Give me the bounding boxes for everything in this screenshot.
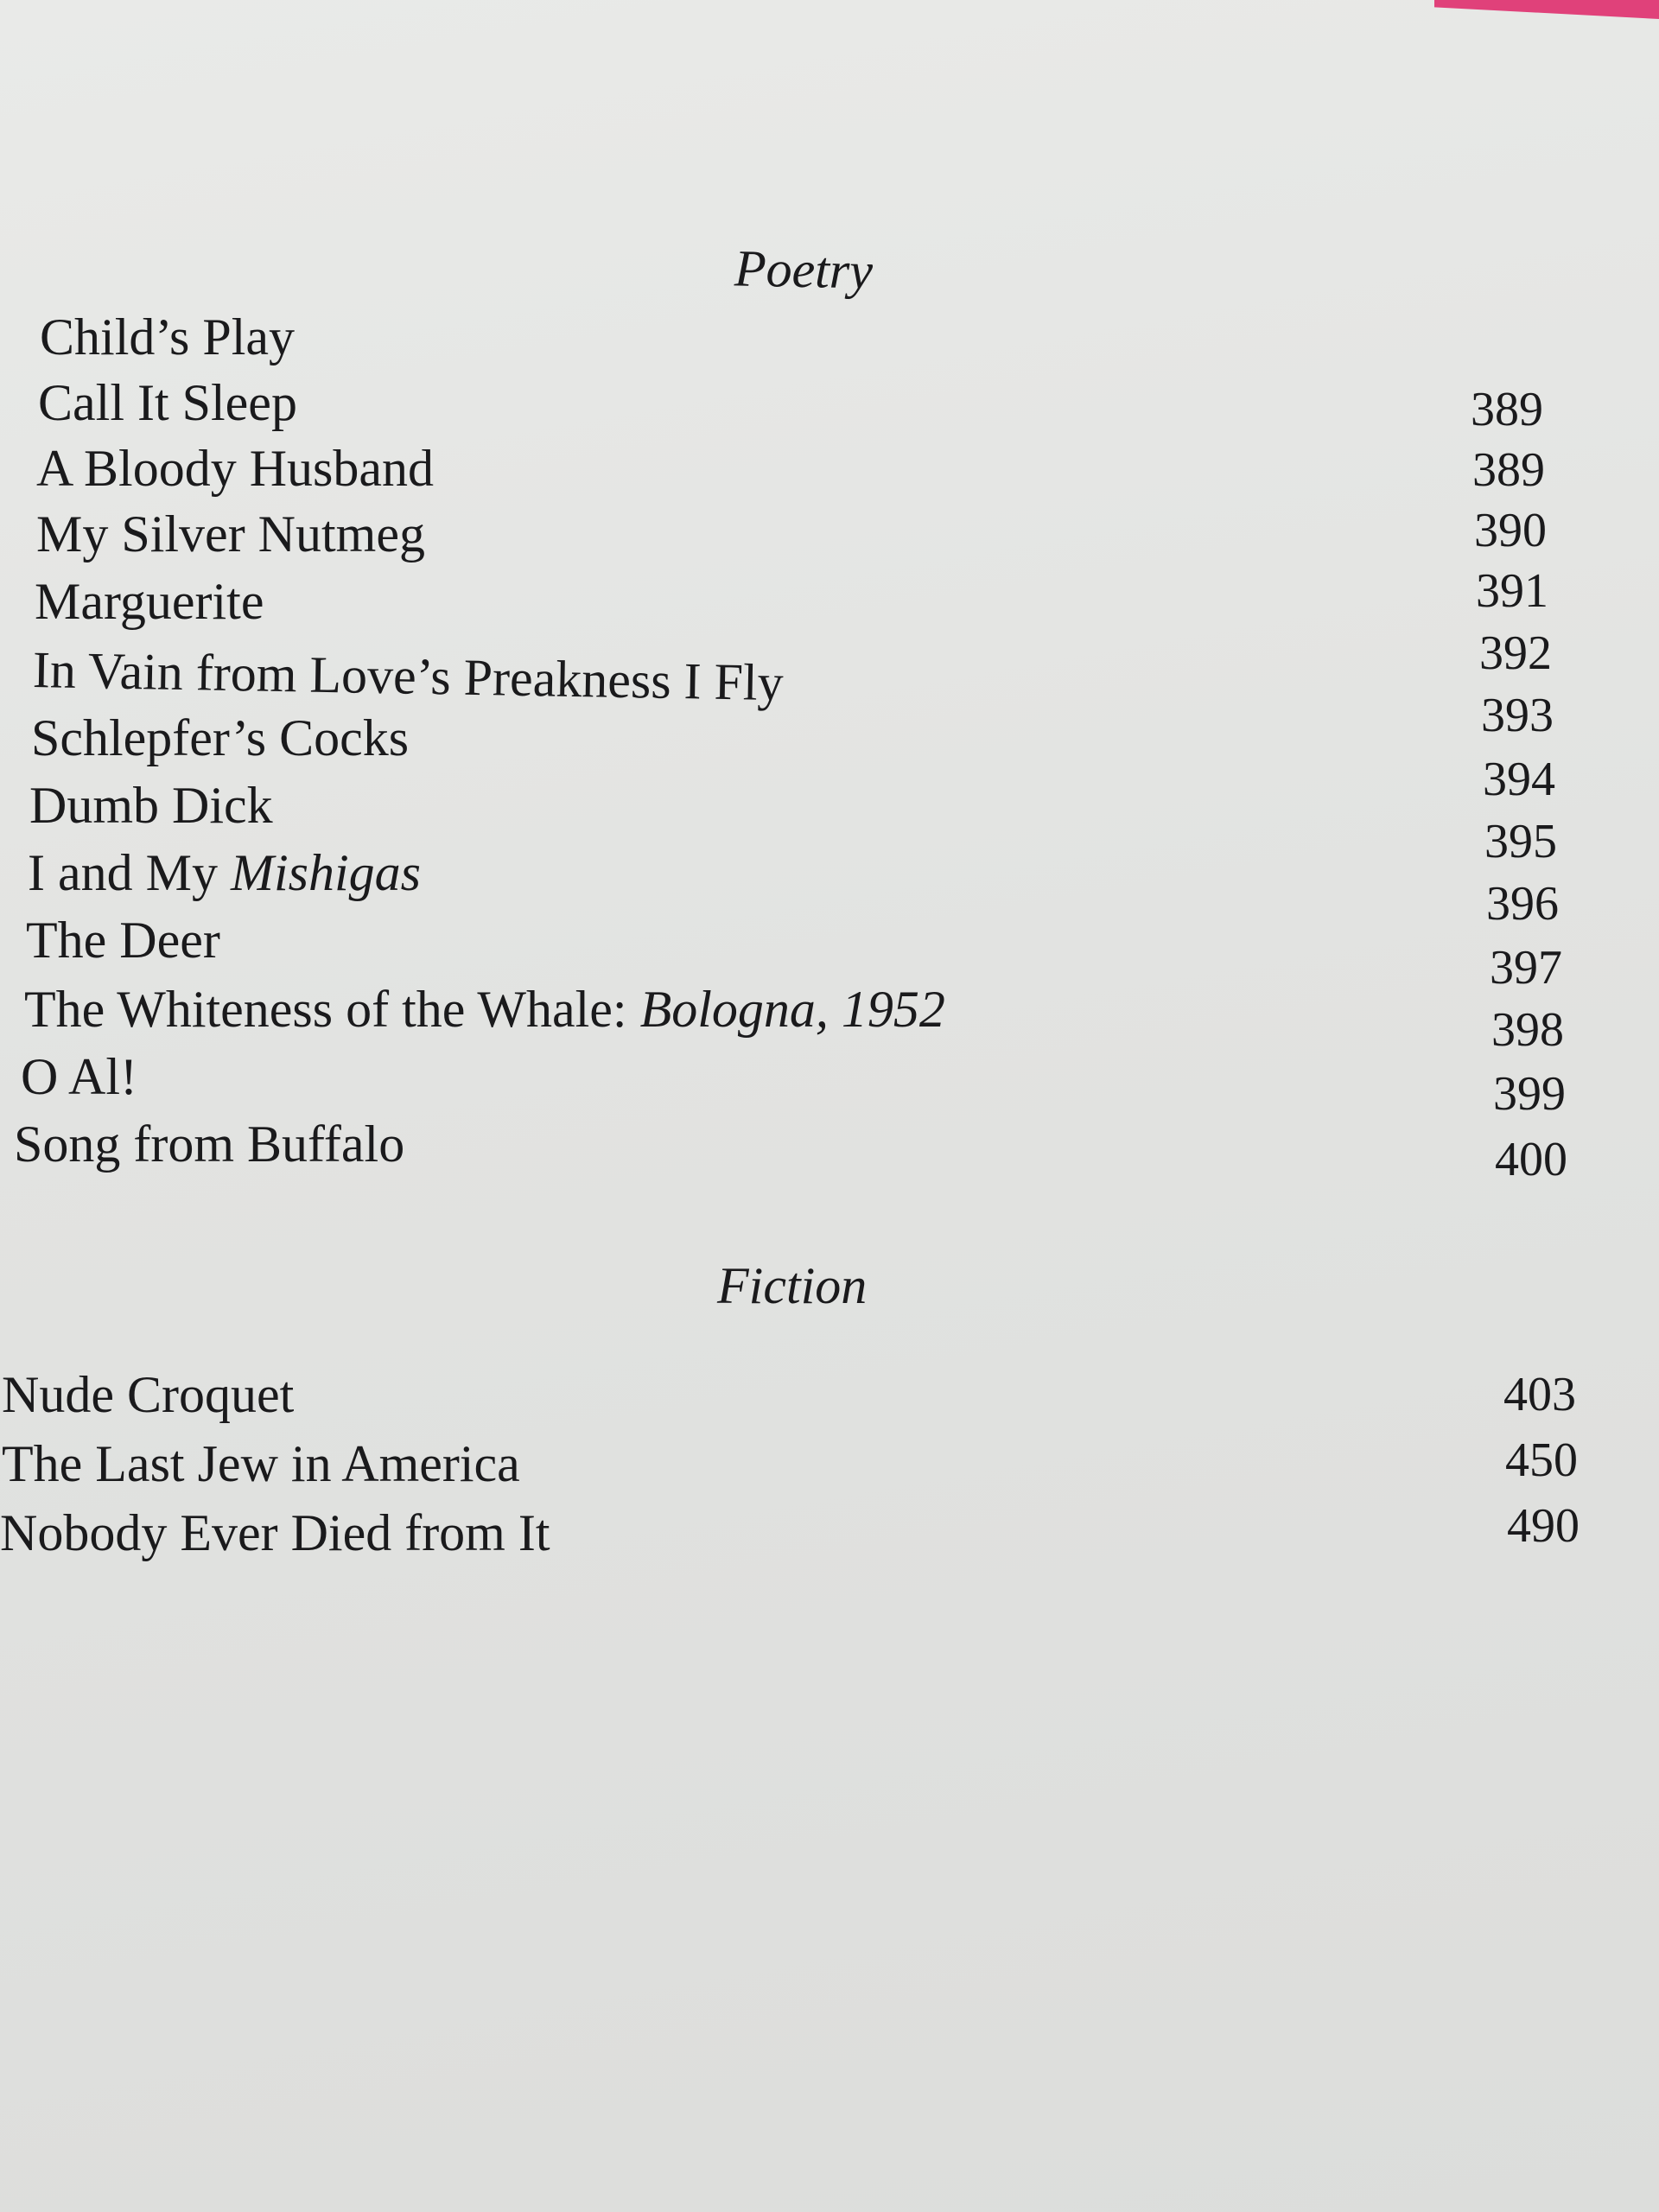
toc-page-number: 398 [1491,1003,1564,1057]
toc-title: A Bloody Husband [36,440,435,497]
toc-title: Child’s Play [40,308,296,365]
toc-page-number: 391 [1476,564,1548,618]
toc-page-number: 397 [1490,941,1562,995]
toc-title [28,844,421,901]
toc-page-number: 403 [1503,1368,1576,1421]
toc-title-roman: I and My [28,844,231,901]
toc-page-number: 389 [1471,383,1543,436]
toc-title: The Deer [26,912,220,969]
toc-title: Marguerite [35,573,264,630]
toc-page-number: 450 [1505,1433,1578,1487]
toc-page-number: 400 [1495,1133,1567,1186]
toc-page-number: 392 [1479,626,1552,680]
toc-page-number: 390 [1474,504,1547,557]
toc-page-number: 389 [1472,443,1545,497]
toc-title: Schlepfer’s Cocks [31,709,410,766]
toc-page-number: 399 [1493,1067,1566,1121]
toc-title: Song from Buffalo [14,1116,405,1173]
section-heading-fiction: Fiction [717,1257,868,1314]
toc-title: Call It Sleep [38,374,297,431]
toc-title-roman: The Whiteness of the Whale: [24,981,640,1038]
toc-page-number: 396 [1486,877,1559,931]
toc-title: Nobody Ever Died from It [0,1504,550,1561]
toc-title: In Vain from Love’s Preakness I Fly [32,641,785,712]
toc-title-italic: Bologna, 1952 [639,981,945,1038]
toc-title: Dumb Dick [29,777,273,834]
toc-title: The Last Jew in America [2,1435,520,1492]
toc-page-number: 395 [1484,815,1557,868]
toc-title-italic: Mishigas [230,844,421,901]
toc-page-number: 394 [1483,753,1555,806]
toc-title [24,981,945,1038]
toc-page-number: 490 [1507,1499,1580,1553]
toc-page-number: 393 [1481,689,1554,742]
toc-title: Nude Croquet [2,1366,295,1423]
toc-title: O Al! [21,1048,137,1105]
section-heading-poetry: Poetry [734,239,874,300]
toc-title: My Silver Nutmeg [36,505,425,563]
pink-page-edge [1434,0,1659,19]
